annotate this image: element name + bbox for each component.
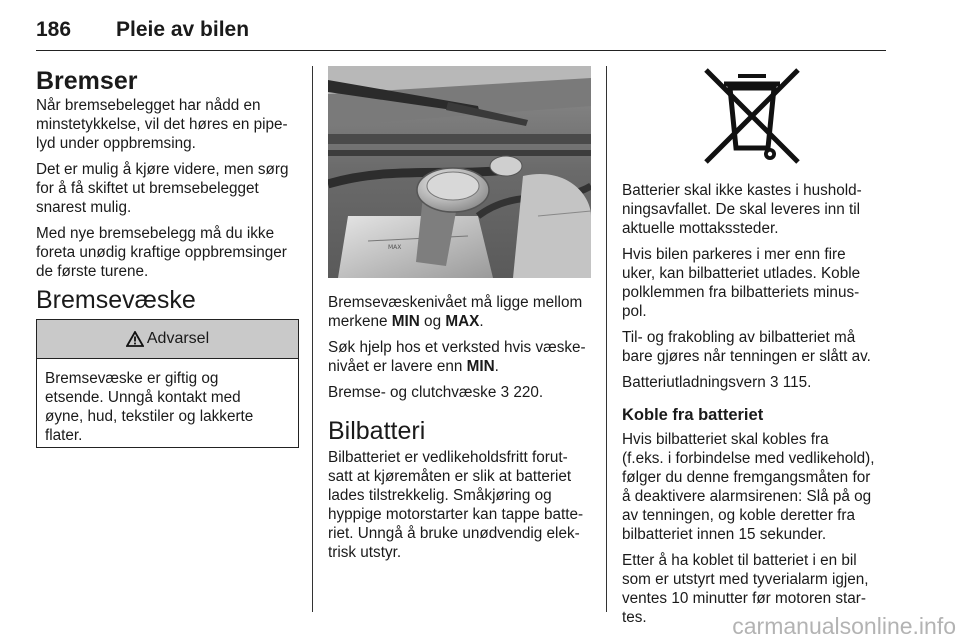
paragraph: Det er mulig å kjøre videre, men sørg for å få skiftet ut bremsebelegget snarest mulig. <box>36 161 289 216</box>
page-header <box>36 14 886 51</box>
paragraph: Søk hjelp hos et verksted hvis væske- nivået er lavere enn MIN. <box>328 339 586 375</box>
warning-box <box>36 319 299 448</box>
brake-fluid-reservoir-photo <box>328 66 591 278</box>
watermark: carmanualsonline.info <box>732 613 956 639</box>
page-number: 186 <box>36 18 72 41</box>
cross-reference-battery-discharge[interactable]: Batteriutladningsvern 3 115. <box>622 374 812 391</box>
photo-label-max: MAX <box>388 244 402 251</box>
paragraph: Med nye bremsebelegg må du ikke foreta unødig kraftige oppbremsinger de første turene. <box>36 225 287 280</box>
column-1 <box>36 66 304 288</box>
paragraph: Batterier skal ikke kastes i hushold- ningsavfallet. De skal leveres inn til aktuelle mottakssteder. <box>622 182 862 237</box>
column-3 <box>622 181 892 634</box>
paragraph: Når bremsebelegget har nådd en minstetykkelse, vil det høres en pipe- lyd under oppbremsing. <box>36 97 288 152</box>
warning-header <box>37 320 298 359</box>
paragraph: Bilbatteriet er vedlikeholdsfritt forut- satt at kjøremåten er slik at batteriet lades tilstrekkelig. Småkjøring og hyppige motorstarter kan tappe batte- riet. Unngå å bruke unødvendig elek- trisk utstyr. <box>328 449 584 561</box>
paragraph: Bremsevæskenivået må ligge mellom merkene MIN og MAX. <box>328 294 583 330</box>
paragraph: Til- og frakobling av bilbatteriet må bare gjøres når tenningen er slått av. <box>622 329 871 365</box>
column-divider-1 <box>312 66 313 612</box>
warning-triangle-icon <box>126 331 144 347</box>
paragraph: Etter å ha koblet til batteriet i en bil som er utstyrt med tyverialarm igjen, ventes 10 minutter før motoren star- tes. <box>622 552 869 626</box>
paragraph: Hvis bilen parkeres i mer enn fire uker, kan bilbatteriet utlades. Koble polklemmen fra bilbatteriets minus- pol. <box>622 246 861 320</box>
column-divider-2 <box>606 66 607 612</box>
warning-title: Advarsel <box>146 330 210 347</box>
column-2 <box>328 293 596 569</box>
page-title: Pleie av bilen <box>116 18 250 41</box>
section-heading-battery: Bilbatteri <box>328 417 426 445</box>
warning-text: Bremsevæske er giftig og etsende. Unngå kontakt med øyne, hud, tekstiler og lakkerte flater. <box>45 370 254 444</box>
paragraph: Hvis bilbatteriet skal kobles fra (f.eks. i forbindelse med vedlikehold), følger du denne fremgangsmåten for å deaktivere alarmsirenen: Slå på og av tenningen, og koble deretter fra bilbatteriet innen 15 sekunder. <box>622 431 875 543</box>
cross-reference-brake-fluid[interactable]: Bremse- og clutchvæske 3 220. <box>328 384 544 401</box>
subsection-heading-disconnect: Koble fra batteriet <box>622 406 764 424</box>
section-heading-brake-fluid: Bremsevæske <box>36 286 196 314</box>
crossed-out-bin-icon <box>698 66 806 166</box>
section-heading-brakes: Bremser <box>36 67 138 95</box>
